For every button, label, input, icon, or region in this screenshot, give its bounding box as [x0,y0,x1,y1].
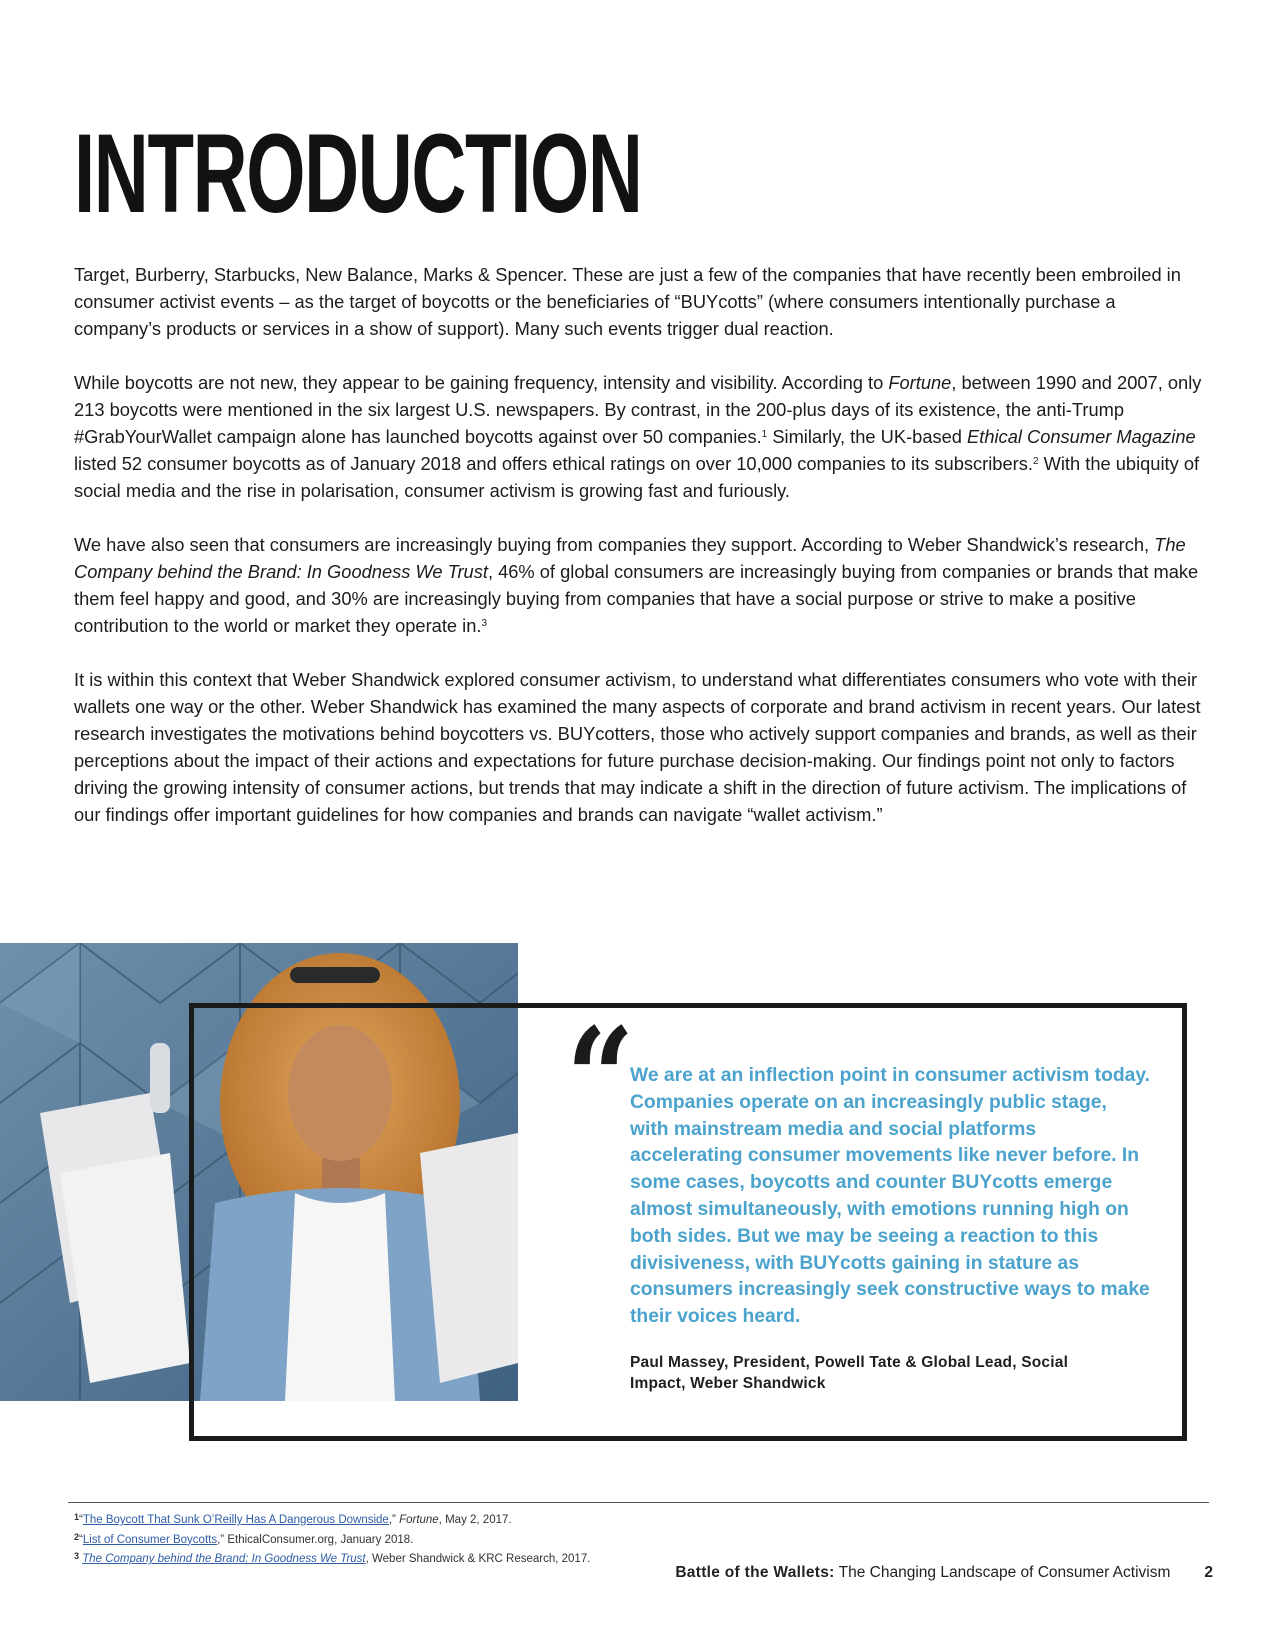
footnote-2-link[interactable]: List of Consumer Boycotts [82,1533,218,1546]
footnote-ref-1[interactable]: 1 [761,429,768,440]
footnote-ref-2[interactable]: 2 [1032,456,1039,467]
page-footer [675,1563,1213,1583]
body-text [74,261,1204,855]
footer-report-title: Battle of the Wallets: [675,1564,835,1581]
quote-mark-icon: “ [566,998,635,1162]
paragraph-4: It is within this context that Weber Shandwick explored consumer activism, to understand what differentiates consumers who vote with their wallets one way or the other. Weber Shandwick has examined the many aspects of corporate and brand activism in recent years. Our latest research investigates the motivations behind boycotters vs. BUYcotters, those who actively support companies and brands, as well as their perceptions about the impact of their actions and expectations for future purchase decision-making. Our findings point not only to factors driving the growing intensity of consumer actions, but trends that may indicate a shift in the direction of future activism. The implications of our findings offer important guidelines for how companies and brands can navigate “wallet activism.” [74,669,1201,825]
pull-quote: We are at an inflection point in consumer activism today. Companies operate on an increasingly public stage, with mainstream media and social platforms accelerating consumer movements like never before. In some cases, boycotts and counter BUYcotts emerge almost simultaneously, with emotions running high on both sides. But we may be seeing a reaction to this divisiveness, with BUYcotts gaining in stature as consumers increasingly seek constructive ways to make their voices heard. [630,1065,1150,1328]
fortune-title: Fortune [888,372,952,393]
page-title: INTRODUCTION [74,111,642,236]
footer-report-subtitle: The Changing Landscape of Consumer Activism [834,1564,1171,1581]
footnote-3: $^3$ The Company behind the Brand: In Goodness We Trust, Weber Shandwick & KRC Research, 2017. [74,1551,591,1565]
footnote-ref-3[interactable]: 3 [481,618,488,629]
paragraph-3: We have also seen that consumers are increasingly buying from companies they support. According to Weber Shandwick’s research, The Company behind the Brand: In Goodness We Trust, 46% of global consumers are increasingly buying from companies or brands that make them feel happy and good, and 30% are increasingly buying from companies that have a social purpose or strive to make a positive contribution to the world or market they operate in.$^3$ [74,534,1199,636]
report-title: The Company behind the Brand: In Goodness We Trust [74,534,1186,582]
footnote-1: $^1$“The Boycott That Sunk O’Reilly Has A Dangerous Downside,” Fortune, May 2, 2017. [74,1512,512,1526]
footnote-2: $^2$“List of Consumer Boycotts,” EthicalConsumer.org, January 2018. [74,1531,414,1546]
footnote-3-link[interactable]: The Company behind the Brand: In Goodness We Trust [82,1553,366,1565]
footnote-divider [68,1502,1209,1503]
footnotes [74,1509,974,1568]
footnote-1-link[interactable]: The Boycott That Sunk O’Reilly Has A Dangerous Downside [82,1514,389,1526]
paragraph-2: While boycotts are not new, they appear to be gaining frequency, intensity and visibility. According to Fortune, between 1990 and 2007, only 213 boycotts were mentioned in the six largest U.S. newspapers. By contrast, in the 200-plus days of its existence, the anti-Trump #GrabYourWallet campaign alone has launched boycotts against over 50 companies.$^1$ Similarly, the UK-based Ethical Consumer Magazine listed 52 consumer boycotts as of January 2018 and offers ethical ratings on over 10,000 companies to its subscribers.$^2$ With the ubiquity of social media and the rise in polarisation, consumer activism is growing fast and furiously. [74,372,1202,501]
page-number: 2 [1204,1564,1213,1581]
paragraph-1: Target, Burberry, Starbucks, New Balance, Marks & Spencer. These are just a few of the companies that have recently been embroiled in consumer activist events – as the target of boycotts or the beneficiaries of “BUYcotts” (where consumers intentionally purchase a company’s products or services in a show of support). Many such events trigger dual reaction. [74,264,1181,339]
quote-attribution: Paul Massey, President, Powell Tate & Global Lead, Social Impact, Weber Shandwick [630,1354,1069,1392]
ethical-consumer-title: Ethical Consumer Magazine [967,426,1196,447]
